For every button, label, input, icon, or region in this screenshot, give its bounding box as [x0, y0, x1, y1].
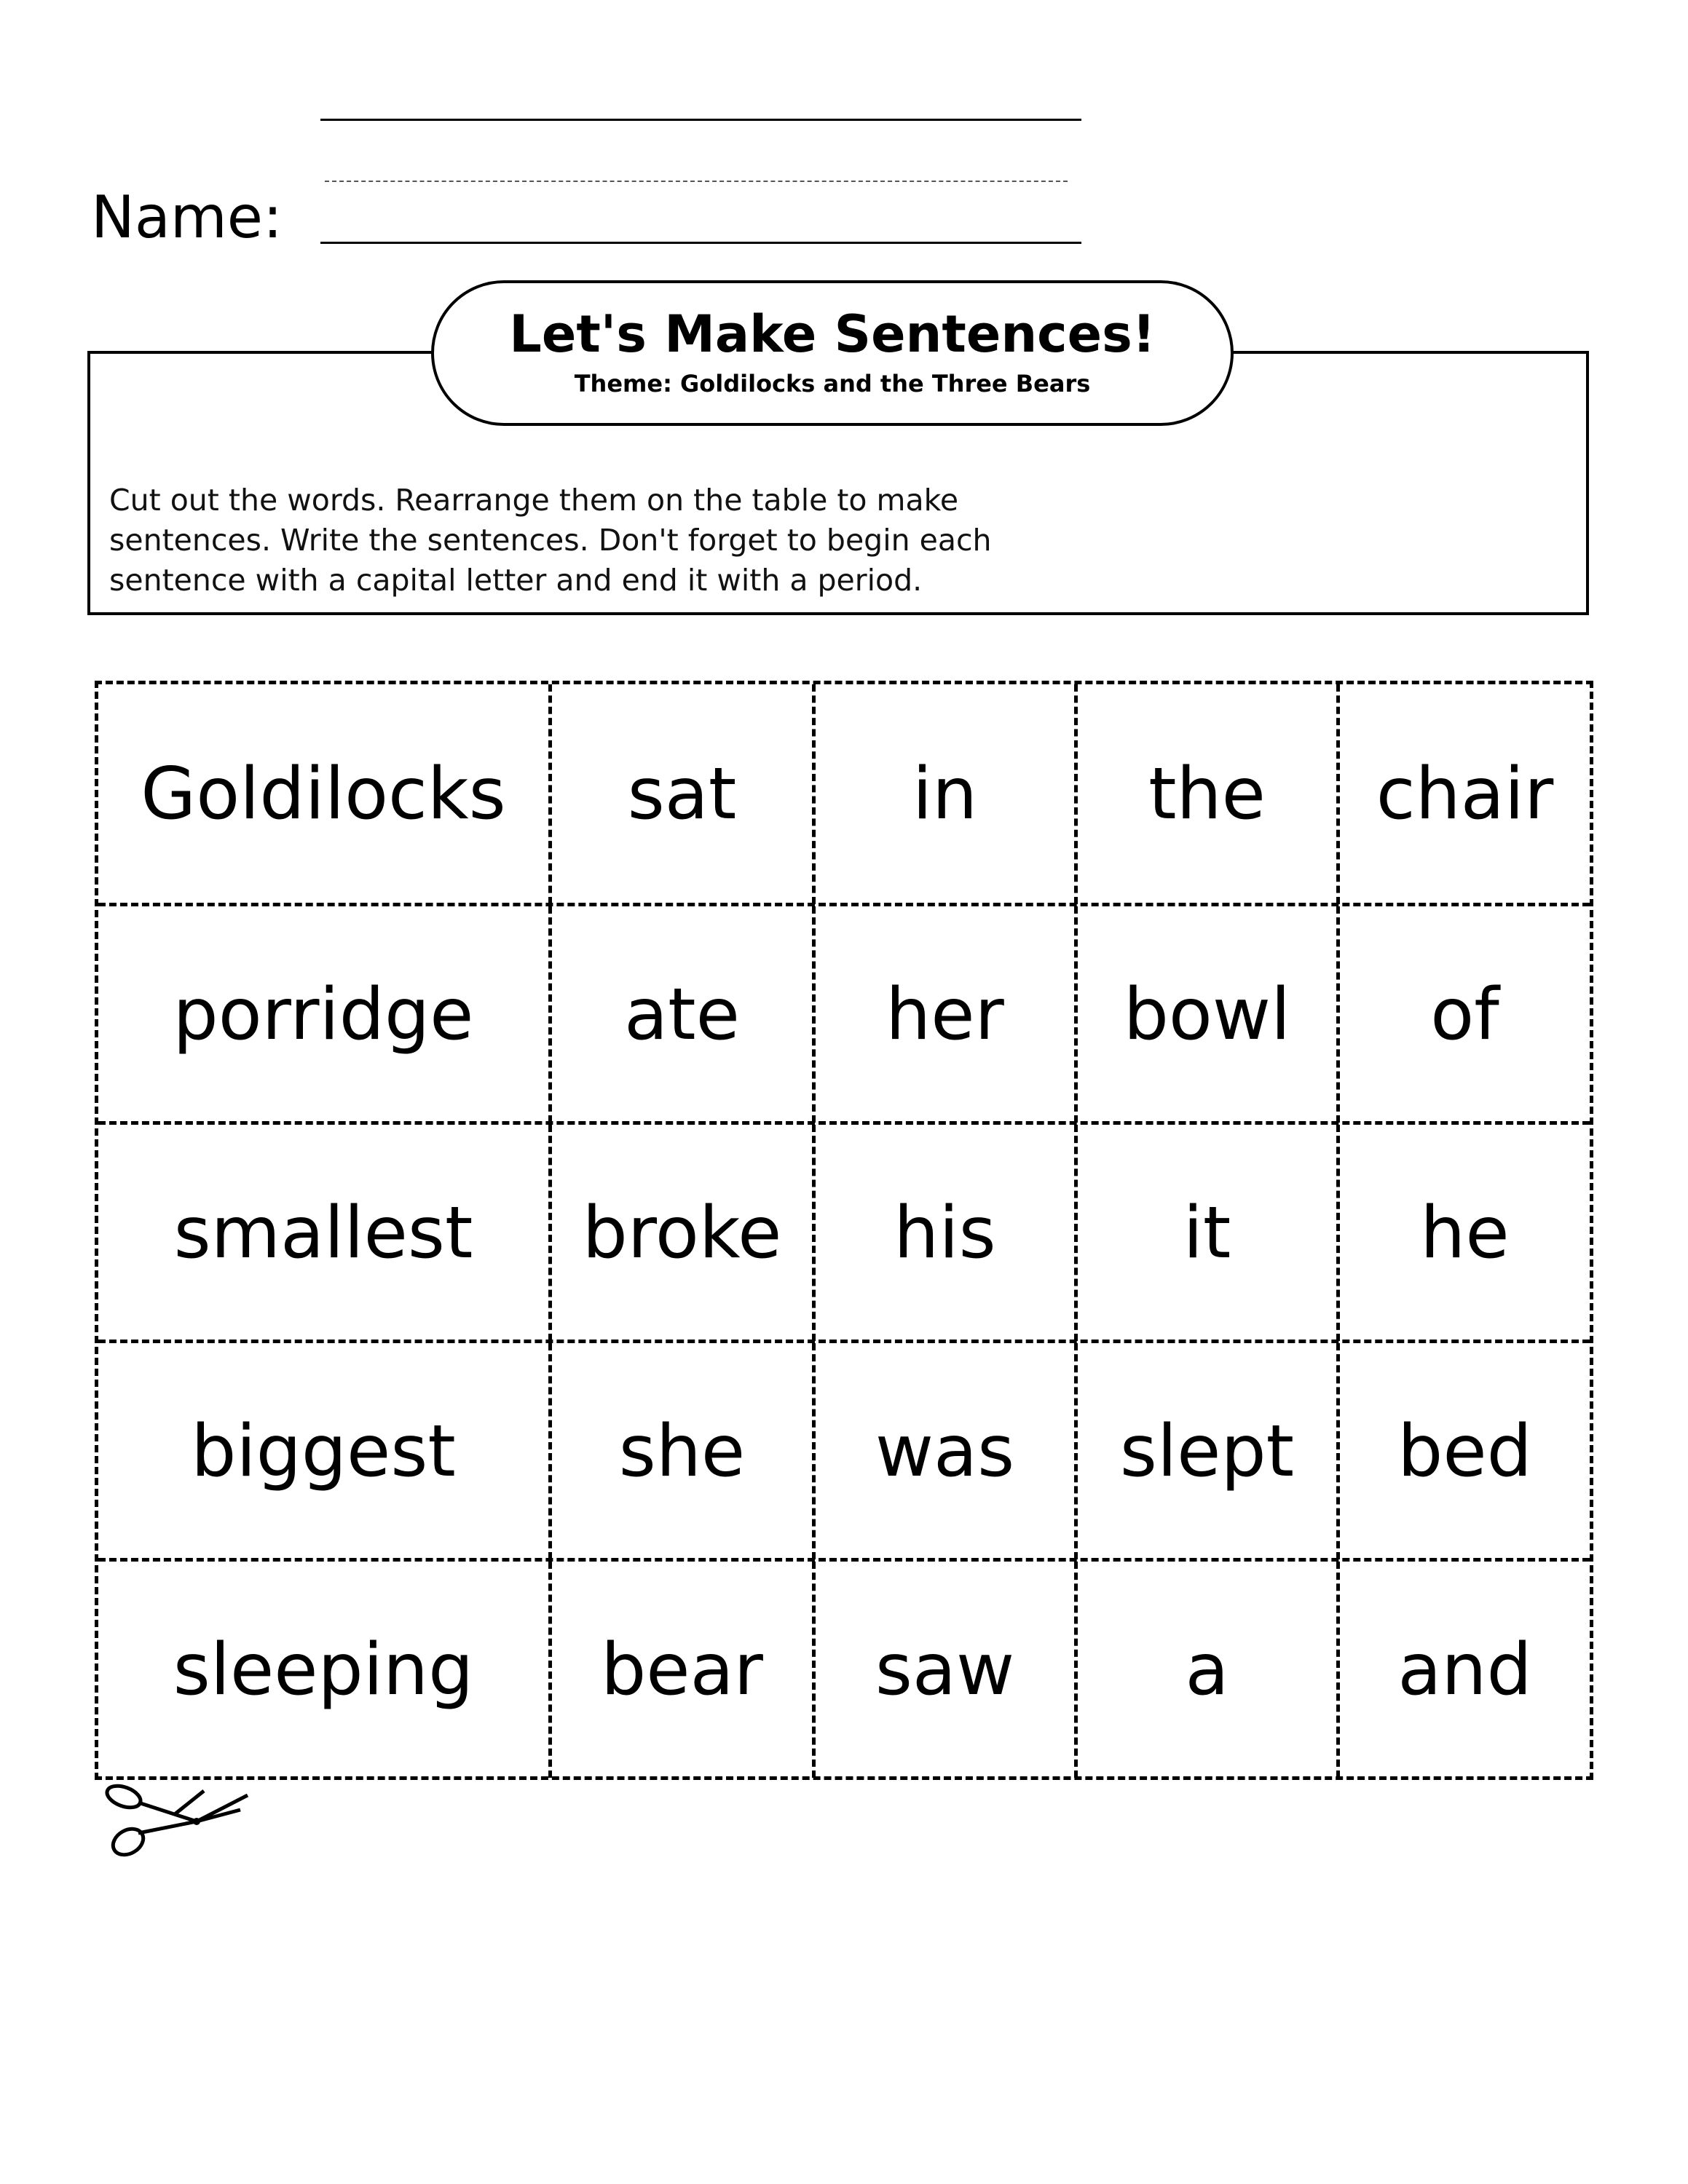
- word-card[interactable]: saw: [812, 1562, 1074, 1778]
- word-card-grid: [95, 681, 1593, 1780]
- name-top-line: [320, 119, 1081, 121]
- word-row: [98, 1121, 1590, 1341]
- word-row: [98, 1340, 1590, 1559]
- word-card[interactable]: a: [1074, 1562, 1336, 1778]
- word-card[interactable]: broke: [548, 1125, 812, 1341]
- word-card[interactable]: it: [1074, 1125, 1336, 1341]
- word-card[interactable]: porridge: [173, 973, 474, 1056]
- word-row: [98, 903, 1590, 1123]
- word-card[interactable]: she: [548, 1343, 812, 1559]
- page-subtitle: Theme: Goldilocks and the Three Bears: [574, 370, 1091, 397]
- word-row: [98, 684, 1590, 904]
- word-card[interactable]: smallest: [173, 1191, 473, 1275]
- word-card[interactable]: was: [812, 1343, 1074, 1559]
- title-banner: [431, 280, 1234, 426]
- name-write-line[interactable]: [320, 242, 1081, 244]
- scissors-icon: [95, 1776, 255, 1864]
- word-card[interactable]: sat: [548, 684, 812, 904]
- word-card[interactable]: and: [1336, 1562, 1590, 1778]
- word-card[interactable]: slept: [1074, 1343, 1336, 1559]
- word-card[interactable]: bear: [548, 1562, 812, 1778]
- word-card[interactable]: in: [812, 684, 1074, 904]
- word-card[interactable]: bowl: [1074, 906, 1336, 1123]
- name-handwriting-area: [0, 0, 1688, 262]
- instruction-line: sentence with a capital letter and end it with a period.: [109, 563, 923, 598]
- word-card[interactable]: bed: [1336, 1343, 1590, 1559]
- instructions-text: [109, 480, 1165, 601]
- word-card[interactable]: biggest: [191, 1409, 456, 1493]
- word-card[interactable]: her: [812, 906, 1074, 1123]
- word-card[interactable]: of: [1336, 906, 1590, 1123]
- word-card[interactable]: sleeping: [173, 1628, 474, 1712]
- word-card[interactable]: he: [1336, 1125, 1590, 1341]
- word-card[interactable]: ate: [548, 906, 812, 1123]
- word-card[interactable]: Goldilocks: [141, 753, 506, 836]
- instruction-line: Cut out the words. Rearrange them on the table to make: [109, 483, 959, 518]
- name-midline-dashed: [325, 181, 1068, 182]
- page-title: Let's Make Sentences!: [509, 304, 1156, 364]
- word-card[interactable]: chair: [1336, 684, 1590, 904]
- word-card[interactable]: his: [812, 1125, 1074, 1341]
- word-card[interactable]: the: [1074, 684, 1336, 904]
- word-row: [98, 1558, 1590, 1778]
- instruction-line: sentences. Write the sentences. Don't forget to begin each: [109, 523, 992, 558]
- name-label: Name:: [91, 183, 283, 251]
